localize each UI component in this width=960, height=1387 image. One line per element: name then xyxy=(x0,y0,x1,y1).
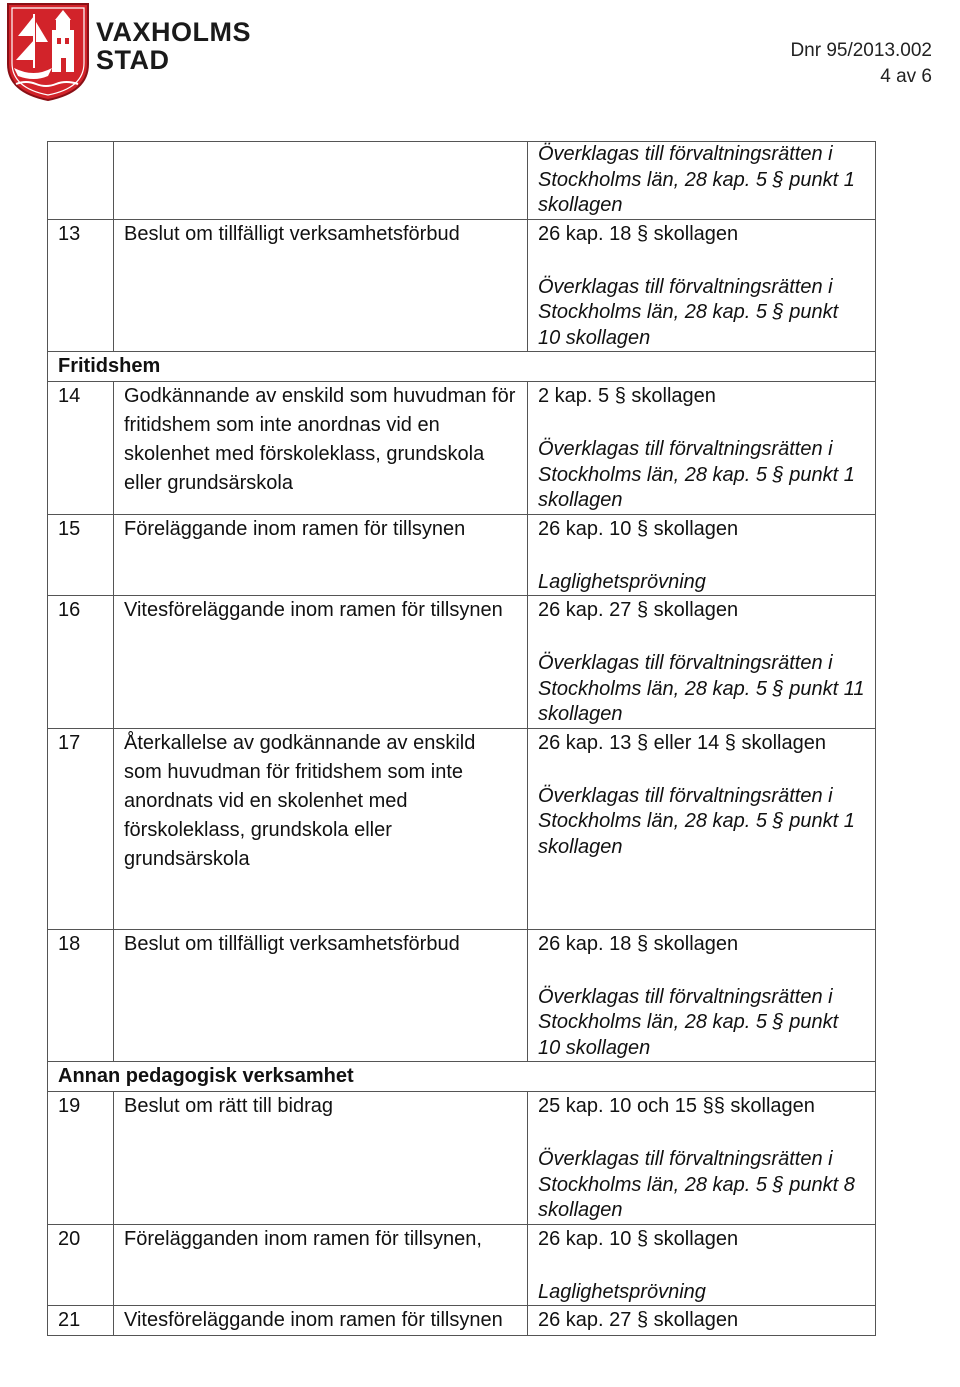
row-description: Beslut om tillfälligt verksamhetsförbud xyxy=(114,219,528,352)
row-description: Återkallelse av godkännande av enskild som huvudman för fritidshem som inte anordnats vid en skolenhet med förskoleklass, grundskola eller grundsärskola xyxy=(114,728,528,929)
row-description: Beslut om tillfälligt verksamhetsförbud xyxy=(114,929,528,1062)
table-row xyxy=(48,596,876,729)
row-number: 21 xyxy=(48,1306,114,1336)
table-row xyxy=(48,728,876,929)
row-number: 15 xyxy=(48,514,114,596)
row-number: 17 xyxy=(48,728,114,929)
row-number: 18 xyxy=(48,929,114,1062)
delegation-table xyxy=(47,141,876,1336)
row-number: 19 xyxy=(48,1092,114,1225)
table-row xyxy=(48,514,876,596)
legal-reference: 26 kap. 27 § skollagen xyxy=(538,599,739,621)
row-description-cell xyxy=(114,142,528,220)
table-row xyxy=(48,1306,876,1336)
org-name-line1: VAXHOLMS xyxy=(96,17,252,47)
legal-reference: 26 kap. 18 § skollagen xyxy=(538,932,739,955)
table-row xyxy=(48,382,876,515)
row-description: Vitesföreläggande inom ramen för tillsynen xyxy=(114,596,528,729)
legal-reference: 2 kap. 5 § skollagen xyxy=(538,385,716,407)
row-reference-cell xyxy=(528,142,876,220)
appeal-note: Överklagas till förvaltningsrätten i Stockholms län, 28 kap. 5 § punkt 11 skollagen xyxy=(538,652,865,725)
table-row xyxy=(48,1224,876,1306)
row-description: Vitesföreläggande inom ramen för tillsynen xyxy=(114,1306,528,1336)
row-description: Beslut om rätt till bidrag xyxy=(114,1092,528,1225)
row-reference-cell xyxy=(528,596,876,729)
row-reference-cell xyxy=(528,1306,876,1336)
legal-reference: 26 kap. 13 § eller 14 § skollagen xyxy=(538,731,826,754)
vaxholm-crest-logo xyxy=(6,2,90,102)
row-reference-cell xyxy=(528,514,876,596)
appeal-note: Överklagas till förvaltningsrätten i Stockholms län, 28 kap. 5 § punkt 8 skollagen xyxy=(538,1148,855,1221)
row-number: 16 xyxy=(48,596,114,729)
appeal-note: Överklagas till förvaltningsrätten i Stockholms län, 28 kap. 5 § punkt 1 skollagen xyxy=(538,438,855,511)
document-reference xyxy=(790,38,932,90)
page-number: 4 av 6 xyxy=(880,66,932,87)
appeal-note: Överklagas till förvaltningsrätten i Stockholms län, 28 kap. 5 § punkt 1 skollagen xyxy=(538,784,855,858)
legal-reference: 26 kap. 10 § skollagen xyxy=(538,1227,739,1250)
row-number: 14 xyxy=(48,382,114,515)
row-number-cell xyxy=(48,142,114,220)
legal-reference: 26 kap. 18 § skollagen xyxy=(538,222,739,245)
legal-reference: 25 kap. 10 och 15 §§ skollagen xyxy=(538,1095,815,1117)
org-name-line2: STAD xyxy=(96,45,170,75)
row-reference-cell xyxy=(528,382,876,515)
row-description: Godkännande av enskild som huvudman för fritidshem som inte anordnas vid en skolenhet med förskoleklass, grundskola eller grundsärskola xyxy=(114,382,528,515)
section-row xyxy=(48,352,876,382)
row-reference-cell xyxy=(528,219,876,352)
table-row xyxy=(48,1092,876,1225)
row-reference-cell xyxy=(528,929,876,1062)
organization-name xyxy=(96,18,251,74)
row-number: 20 xyxy=(48,1224,114,1306)
appeal-note: Laglighetsprövning xyxy=(538,1280,706,1303)
row-description: Förelägganden inom ramen för tillsynen, xyxy=(114,1224,528,1306)
table-row xyxy=(48,142,876,220)
row-reference-cell xyxy=(528,1092,876,1225)
row-reference-cell xyxy=(528,728,876,929)
page-header xyxy=(0,0,960,130)
row-number: 13 xyxy=(48,219,114,352)
section-heading-fritidshem: Fritidshem xyxy=(48,352,876,382)
document-number: Dnr 95/2013.002 xyxy=(790,40,932,61)
row-reference-cell xyxy=(528,1224,876,1306)
section-row xyxy=(48,1062,876,1092)
section-heading-annan-pedagogisk-verksamhet: Annan pedagogisk verksamhet xyxy=(48,1062,876,1092)
appeal-note: Överklagas till förvaltningsrätten i Stockholms län, 28 kap. 5 § punkt 1 skollagen xyxy=(538,143,855,216)
appeal-note: Överklagas till förvaltningsrätten i Stockholms län, 28 kap. 5 § punkt 10 skollagen xyxy=(538,275,839,349)
appeal-note: Laglighetsprövning xyxy=(538,570,706,593)
appeal-note: Överklagas till förvaltningsrätten i Stockholms län, 28 kap. 5 § punkt 10 skollagen xyxy=(538,985,839,1059)
legal-reference: 26 kap. 10 § skollagen xyxy=(538,517,739,540)
table-row xyxy=(48,219,876,352)
row-description: Föreläggande inom ramen för tillsynen xyxy=(114,514,528,596)
legal-reference: 26 kap. 27 § skollagen xyxy=(538,1309,739,1331)
table-row xyxy=(48,929,876,1062)
